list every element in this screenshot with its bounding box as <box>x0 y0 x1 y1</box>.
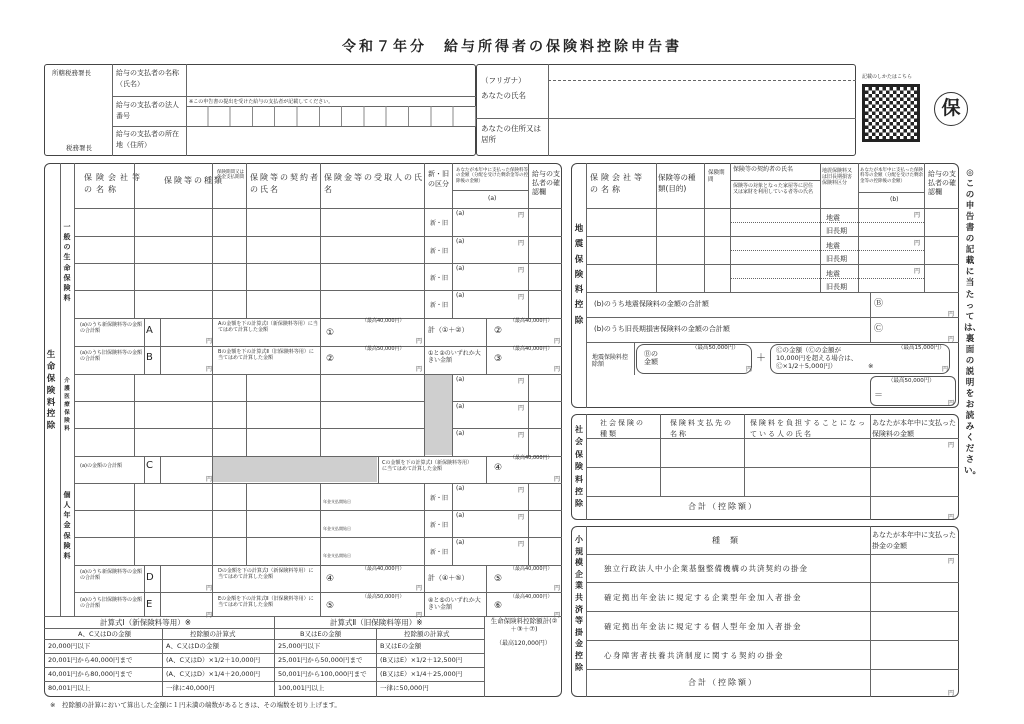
formula-footnote: ※ 控除額の計算において算出した金額に１円未満の端数があるときは、その端数を切り上げます。 <box>50 701 341 709</box>
amount-yen: 円 <box>518 378 525 385</box>
amount-yen: 円 <box>518 432 525 439</box>
amount-yen: 円 <box>518 212 525 219</box>
quake-yen-sum2: 円 <box>948 336 955 343</box>
formula1-calc: 一律に40,000円 <box>166 684 215 692</box>
social-yen-1: 円 <box>948 442 955 449</box>
small-yen-total: 円 <box>948 690 955 697</box>
quake-yen-sum1: 円 <box>948 311 955 318</box>
pension-start-label: 年金支払開始日 <box>323 526 351 531</box>
your-name-label: あなたの氏名 <box>481 91 526 100</box>
amount-a-label: (a) <box>456 238 465 245</box>
quake-yen: 円 <box>914 212 921 219</box>
your-name-input[interactable] <box>550 82 854 116</box>
company-input[interactable] <box>76 403 132 425</box>
summary-yen: 円 <box>554 585 561 592</box>
quake-yen-b: 円 <box>746 366 753 373</box>
quake-col-b: (b) <box>890 196 899 203</box>
summary-yen: 円 <box>206 476 213 483</box>
small-item-1: 独立行政法人中小企業基盤整備機構の共済契約の掛金 <box>604 564 808 573</box>
formula1-calc: (A、C又はD）×1/4＋20,000円 <box>166 670 261 678</box>
summary-yen: 円 <box>206 366 213 373</box>
small-item-3-input[interactable] <box>872 613 956 638</box>
quake-eq: ＝ <box>874 391 884 401</box>
life-total-input[interactable] <box>488 652 558 692</box>
summary-yen: 円 <box>206 338 213 345</box>
life-col-amount-a: (a) <box>488 195 497 202</box>
formula2-calc: (B又はE）×1/2＋12,500円 <box>380 656 463 664</box>
small-total-label: 合計（控除額） <box>688 678 758 687</box>
quake-max50-1: （最高50,000円） <box>692 345 739 351</box>
amount-input[interactable] <box>456 298 526 316</box>
quake-kubun-jishin-3: 地震 <box>826 270 840 278</box>
amount-input[interactable] <box>456 382 526 400</box>
amount-yen: 円 <box>518 294 525 301</box>
formula1-calc: (A、C又はD）×1/2＋10,000円 <box>166 656 261 664</box>
life-col-confirm: 給与の支払者の確認欄 <box>532 170 560 197</box>
life-max50-2: （最高50,000円） <box>362 594 405 600</box>
formula-title-1: 計算式Ⅰ（新保険料等用）※ <box>100 618 191 627</box>
life-max40-5: （最高40,000円） <box>362 566 405 572</box>
amount-input[interactable] <box>456 518 526 536</box>
life-kei12: 計（①＋②） <box>428 326 469 334</box>
pension-start-label: 年金支払開始日 <box>323 499 351 504</box>
small-item-2-input[interactable] <box>872 584 956 609</box>
payer-number-cells[interactable] <box>186 106 476 126</box>
small-item-4-input[interactable] <box>872 642 956 667</box>
company-input[interactable] <box>76 265 132 287</box>
summary-yen: 円 <box>416 612 423 619</box>
formula2-amount: 25,000円以下 <box>278 642 321 650</box>
formula2-amount: 50,001円から100,000円まで <box>278 670 367 678</box>
life-c4b: ④ <box>326 574 335 584</box>
amount-input[interactable] <box>456 271 526 289</box>
shinkyu-label: 新・旧 <box>430 248 449 255</box>
life-max40-1: （最高40,000円） <box>362 318 405 324</box>
amount-input[interactable] <box>456 244 526 262</box>
life-c1: ① <box>326 328 335 338</box>
social-col-bearer: 保険料を負担することになっている人の氏名 <box>750 419 867 438</box>
amount-a-label: (a) <box>456 292 465 299</box>
quake-plus: ＋ <box>756 353 766 364</box>
quake-col-insured: 保険等の対象となった家屋等に居住又は家財を利用している者等の氏名 <box>733 183 814 195</box>
life-a-label: (a)のうち新保険料等の金額の合計額 <box>80 322 142 334</box>
qr-label: 記載のしかたはこちら <box>862 74 913 80</box>
quake-max15: （最高15,000円） <box>898 345 945 351</box>
life-col-kubun: 新・旧の区分 <box>428 170 449 188</box>
amount-a-label: (a) <box>456 376 465 383</box>
amount-yen: 円 <box>518 240 525 247</box>
small-item-2: 確定拠出年金法に規定する企業型年金加入者掛金 <box>604 593 802 602</box>
social-row-2-input[interactable] <box>588 469 868 495</box>
company-input[interactable] <box>76 210 132 232</box>
amount-a-label: (a) <box>456 512 465 519</box>
life-col-company: 保険会社等の名称 <box>84 173 144 194</box>
life-d-letter: D <box>146 572 154 583</box>
quake-kubun-kyu: 旧長期 <box>826 227 847 235</box>
formula-h-calc-1: 控除額の計算式 <box>190 630 236 638</box>
formula1-amount: 20,001円から40,000円まで <box>48 656 133 664</box>
life-max40-2: （最高40,000円） <box>510 318 553 324</box>
life-side-label: 生命保険料控除 <box>46 350 56 432</box>
life-ore12: ①と②のいずれか大きい金額 <box>428 350 481 365</box>
life-c-label: (a)の金額の合計額 <box>80 463 122 469</box>
quake-c-calc: Ⓒの金額（Ⓒの金額が10,000円を超える場合は、Ⓒ×1/2＋5,000円） <box>776 346 858 370</box>
care-sum-shade <box>213 457 377 482</box>
small-yen-1: 円 <box>948 558 955 565</box>
social-yen-total: 円 <box>948 514 955 521</box>
quake-col-type: 保険等の種類(目的) <box>658 173 696 194</box>
life-c4: ④ <box>494 463 503 473</box>
life-col-amount-note: あなたが本年中に支払った保険料等の金額（分配を受けた剰余金等の控除後の金額） <box>456 168 528 184</box>
form-title: 令和７年分 給与所得者の保険料控除申告書 <box>342 39 682 55</box>
summary-yen: 円 <box>416 366 423 373</box>
life-d-calc: Dの金額を下の計算式Ⅰ（新保険料等用）に当てはめて計算した金額 <box>218 568 314 580</box>
life-c2: ② <box>494 326 503 336</box>
quake-kubun-jishin: 地震 <box>826 214 840 222</box>
pension-start-label: 年金支払開始日 <box>323 553 351 558</box>
life-kei45: 計（④＋⑤） <box>428 574 469 582</box>
formula2-amount: 25,001円から50,000円まで <box>278 656 363 664</box>
shinkyu-label: 新・旧 <box>430 220 449 227</box>
quake-kubun-kyu-3: 旧長期 <box>826 283 847 291</box>
life-ore45: ④と⑤のいずれか大きい金額 <box>428 597 481 612</box>
quake-mark-c: Ⓒ <box>874 324 884 334</box>
life-care-label: 介護医療保険料 <box>64 378 70 432</box>
life-c5: ⑤ <box>494 574 503 584</box>
social-col-type: 社会保険の種類 <box>600 419 645 438</box>
amount-a-label: (a) <box>456 539 465 546</box>
quake-col-confirm: 給与の支払者の確認欄 <box>928 170 956 197</box>
life-c-letter: C <box>146 460 153 471</box>
life-max50-1: （最高50,000円） <box>362 346 405 352</box>
life-c-calc: Cの金額を下の計算式Ⅰ（新保険料等用）に当てはめて計算した金額 <box>382 460 472 472</box>
shinkyu-label: 新・旧 <box>430 522 449 529</box>
quake-yen-total: 円 <box>948 400 955 407</box>
amount-yen: 円 <box>518 541 525 548</box>
life-pension-label: 個人年金保険料 <box>63 491 71 560</box>
quake-b-amount: Ⓑの金額 <box>644 350 658 367</box>
furigana-label: （フリガナ） <box>481 76 526 85</box>
quake-kubun-kyu: 旧長期 <box>826 255 847 263</box>
amount-a-label: (a) <box>456 430 465 437</box>
small-col-paid: あなたが本年中に支払った掛金の金額 <box>872 531 956 550</box>
life-d-label: (a)のうち新保険料等の金額の合計額 <box>80 569 142 581</box>
formula1-amount: 40,001円から80,000円まで <box>48 670 133 678</box>
small-item-3: 確定拠出年金法に規定する個人型年金加入者掛金 <box>604 622 802 631</box>
office-label: 所轄税務署長 <box>52 69 91 77</box>
life-max40-6: （最高40,000円） <box>510 566 553 572</box>
amount-a-label: (a) <box>456 485 465 492</box>
small-item-1-input[interactable] <box>872 556 956 581</box>
company-input[interactable] <box>76 539 132 561</box>
quake-yen-c: 円 <box>942 366 949 373</box>
formula-h-calc-2: 控除額の計算式 <box>404 630 450 638</box>
quake-side-label: 地震保険料控除 <box>574 224 584 326</box>
amount-yen: 円 <box>518 267 525 274</box>
company-input[interactable] <box>76 512 132 534</box>
life-total-label: 生命保険料控除額計(②＋③＋⑦) <box>490 617 558 633</box>
formula-h-amount-1: A、C又はDの金額 <box>78 630 131 638</box>
company-input[interactable] <box>76 238 132 260</box>
life-max40-7: （最高40,000円） <box>510 594 553 600</box>
side-note: ◎この申告書の記載に当たっては、裏面の説明をお読みください。 <box>964 168 982 477</box>
summary-yen: 円 <box>554 476 561 483</box>
social-row-1-input[interactable] <box>588 440 868 466</box>
formula-title-2: 計算式Ⅱ（旧保険料等用）※ <box>330 618 423 627</box>
shinkyu-label: 新・旧 <box>430 302 449 309</box>
summary-yen: 円 <box>206 612 213 619</box>
life-b-letter: B <box>146 352 153 363</box>
life-c3: ③ <box>494 354 503 364</box>
social-side-label: 社会保険料控除 <box>575 425 583 509</box>
quake-sum-old-label: (b)のうち旧長期損害保険料の金額の合計額 <box>594 325 730 333</box>
quake-col-kubun: 地震保険料又は旧長期損害保険料区分 <box>822 168 853 186</box>
formula1-amount: 80,001円以上 <box>48 684 91 692</box>
quake-kome: ※ <box>868 362 874 370</box>
company-input[interactable] <box>76 292 132 314</box>
amount-input[interactable] <box>456 545 526 563</box>
amount-a-label: (a) <box>456 265 465 272</box>
social-col-paid: あなたが本年中に支払った保険料の金額 <box>872 419 956 438</box>
your-address-label: あなたの住所又は居所 <box>481 124 541 144</box>
formula2-calc: B又はEの金額 <box>380 642 422 650</box>
shinkyu-label: 新・旧 <box>430 495 449 502</box>
life-max40-3: （最高40,000円） <box>510 346 553 352</box>
quake-yen: 円 <box>914 268 921 275</box>
quake-col-holder: 保険等の契約者の氏名 <box>733 166 794 173</box>
company-input[interactable] <box>76 376 132 398</box>
summary-yen: 円 <box>416 338 423 345</box>
quake-sum-quake-label: (b)のうち地震保険料の金額の合計額 <box>594 300 709 308</box>
amount-a-label: (a) <box>456 403 465 410</box>
life-b-label: (a)のうち旧保険料等の金額の合計額 <box>80 350 142 362</box>
shinkyu-label: 新・旧 <box>430 275 449 282</box>
formula2-calc: (B又はE）×1/4＋25,000円 <box>380 670 463 678</box>
life-max40-4: （最高40,000円） <box>510 455 553 461</box>
life-e-label: (a)のうち旧保険料等の金額の合計額 <box>80 597 142 609</box>
formula1-amount: 20,000円以下 <box>48 642 91 650</box>
quake-total-input[interactable] <box>870 376 956 406</box>
quake-yen: 円 <box>914 240 921 247</box>
quake-max50-2: （最高50,000円） <box>888 378 935 384</box>
life-b-calc: Bの金額を下の計算式Ⅱ（旧保険料等用）に当てはめて計算した金額 <box>218 349 314 361</box>
amount-yen: 円 <box>518 514 525 521</box>
life-col-type: 保険等の種類 <box>164 176 224 185</box>
life-e-calc: Eの金額を下の計算式Ⅱ（旧保険料等用）に当てはめて計算した金額 <box>218 596 314 608</box>
company-input[interactable] <box>76 430 132 452</box>
summary-yen: 円 <box>554 612 561 619</box>
formula2-amount: 100,001円以上 <box>278 684 325 692</box>
shinkyu-label: 新・旧 <box>430 549 449 556</box>
payer-address-label: 給与の支払者の所在地（住所） <box>116 130 179 149</box>
quake-col-company: 保険会社等の名称 <box>590 173 645 194</box>
summary-yen: 円 <box>416 585 423 592</box>
life-col-period: 保険期間又は年金支払期間 <box>217 170 244 181</box>
life-general-label: 一般の生命保険料 <box>63 223 71 302</box>
amount-input[interactable] <box>456 436 526 454</box>
life-c5b: ⑤ <box>326 601 335 611</box>
formula-h-amount-2: B又はEの金額 <box>300 630 342 638</box>
life-a-calc: Aの金額を下の計算式Ⅰ（新保険料等用）に当てはめて計算した金額 <box>218 321 318 333</box>
life-total-max: （最高120,000円） <box>496 640 551 647</box>
qr-code[interactable] <box>862 84 920 142</box>
small-item-4: 心身障害者扶養共済制度に関する契約の掛金 <box>604 651 784 660</box>
company-input[interactable] <box>76 485 132 507</box>
payer-number-note: ※この申告書の提出を受けた給与の支払者が記載してください。 <box>189 99 334 105</box>
amount-input[interactable] <box>456 216 526 234</box>
formula2-calc: 一律に50,000円 <box>380 684 429 692</box>
payer-name-label: 給与の支払者の名称（氏名） <box>116 69 179 88</box>
insurance-stamp: 保 <box>934 92 968 126</box>
small-col-kind: 種類 <box>712 536 748 545</box>
life-e-letter: E <box>146 599 153 610</box>
summary-yen: 円 <box>554 366 561 373</box>
your-address-input[interactable] <box>550 120 854 154</box>
quake-deduction-label: 地震保険料控除額 <box>592 354 629 369</box>
quake-col-period: 保険期間 <box>708 170 725 183</box>
amount-input[interactable] <box>456 409 526 427</box>
amount-input[interactable] <box>456 491 526 509</box>
formula1-calc: A、C又はDの金額 <box>166 642 219 650</box>
social-total-label: 合計（控除額） <box>688 502 758 511</box>
amount-yen: 円 <box>518 487 525 494</box>
amount-a-label: (a) <box>456 210 465 217</box>
social-col-payee: 保険料支払先の名称 <box>670 419 733 438</box>
life-c6: ⑥ <box>494 601 503 611</box>
life-col-holder: 保険等の契約者の氏名 <box>250 173 320 194</box>
life-a-letter: A <box>146 325 153 336</box>
small-side-label: 小規模企業共済等掛金控除 <box>575 535 583 672</box>
life-c2b: ② <box>326 354 335 364</box>
quake-mark-b: Ⓑ <box>874 299 884 309</box>
care-kubun-shade <box>425 375 452 455</box>
summary-yen: 円 <box>554 338 561 345</box>
office-bottom-label: 税務署長 <box>66 144 92 152</box>
life-col-recipient: 保険金等の受取人の氏名 <box>324 173 424 194</box>
summary-yen: 円 <box>206 585 213 592</box>
quake-col-amount-note: あなたが本年中に支払った保険料等の金額（分配を受けた剰余金等の控除後の金額） <box>860 168 923 184</box>
amount-yen: 円 <box>518 405 525 412</box>
quake-kubun-jishin: 地震 <box>826 242 840 250</box>
payer-number-label: 給与の支払者の法人番号 <box>116 101 179 120</box>
